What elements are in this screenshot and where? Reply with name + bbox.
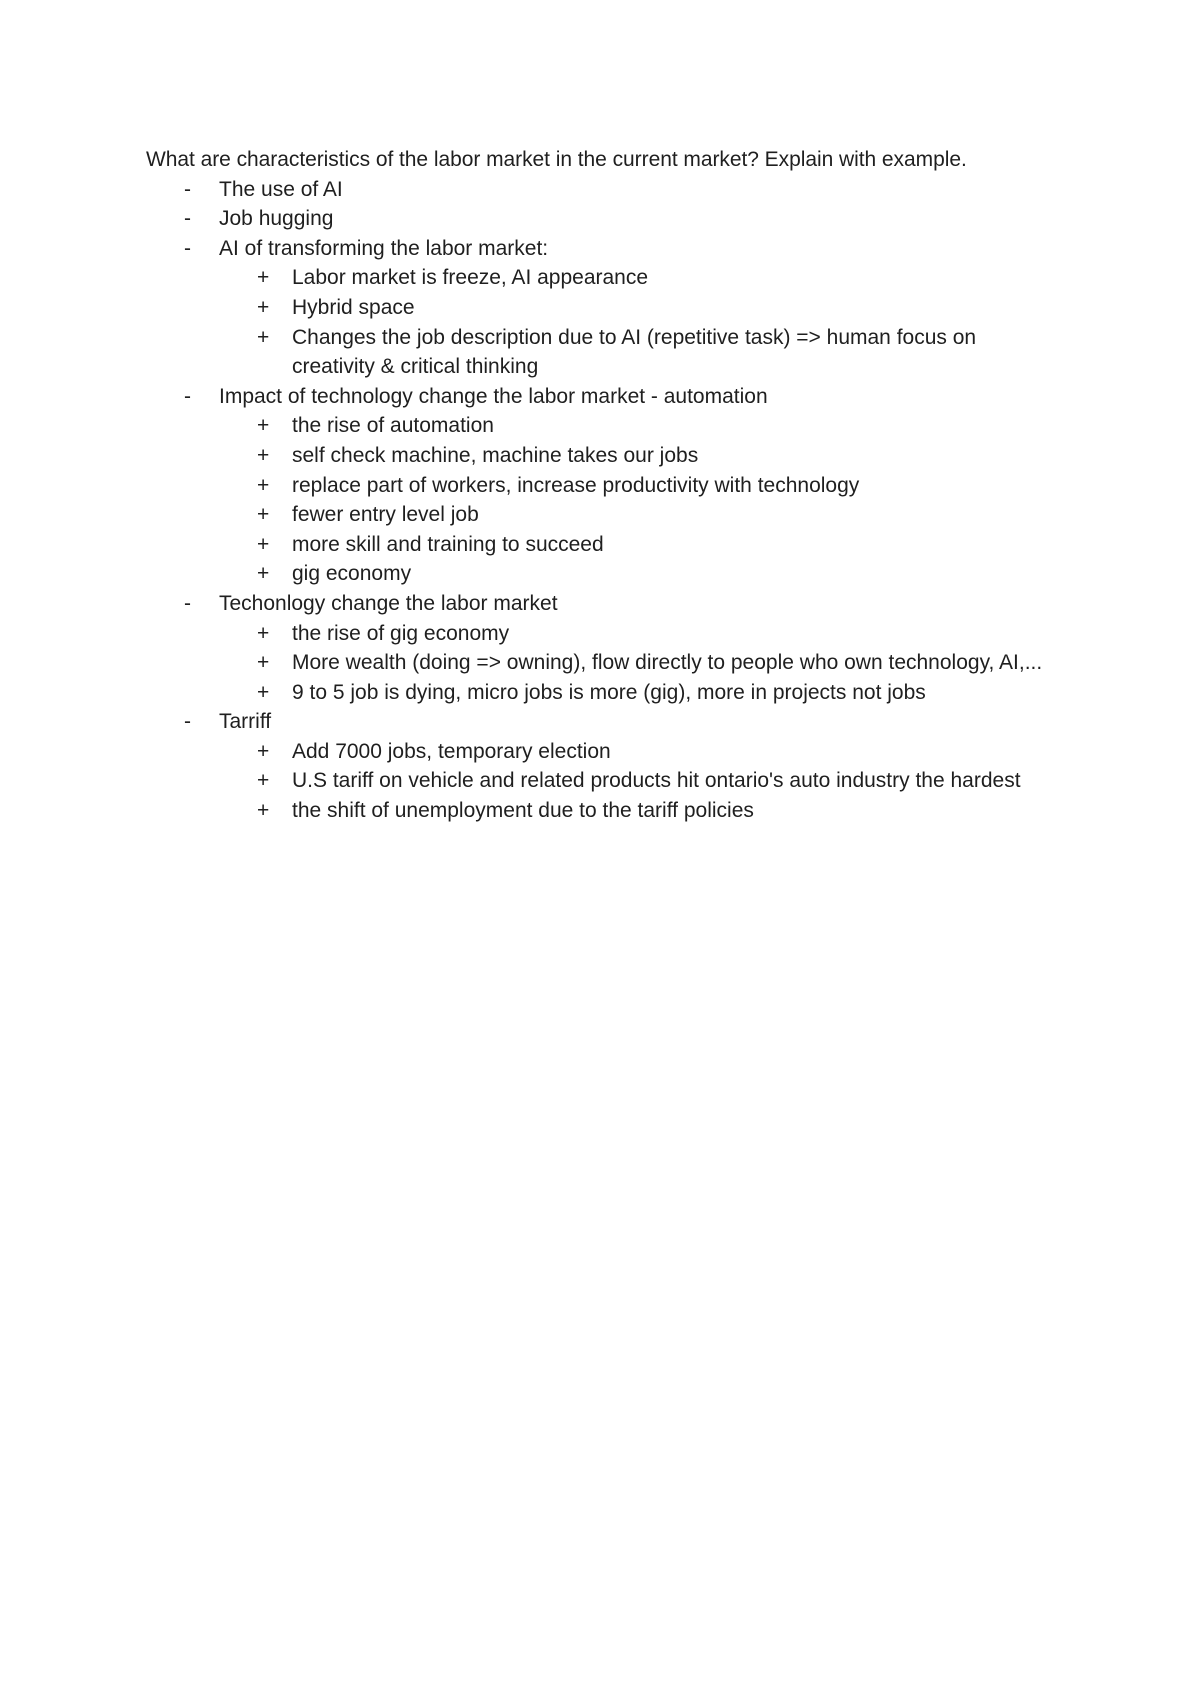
plus-bullet: + — [257, 799, 270, 823]
sub-list-item — [219, 293, 1046, 323]
plus-bullet: + — [257, 325, 270, 349]
sub-list-item-text: Hybrid space — [292, 295, 415, 319]
sub-list-item-text: the rise of gig economy — [292, 621, 510, 645]
plus-bullet: + — [257, 443, 270, 467]
list-item-text: Techonlogy change the labor market — [219, 591, 558, 615]
sub-list-item-text: U.S tariff on vehicle and related products hit ontario's auto industry the hardest — [292, 769, 1021, 793]
sub-list-item-text: the shift of unemployment due to the tariff policies — [292, 799, 754, 823]
plus-bullet: + — [257, 503, 270, 527]
dash-bullet: - — [184, 236, 191, 260]
sub-list-item — [219, 323, 1046, 382]
list-item — [146, 382, 1046, 412]
list-item-text: Job hugging — [219, 207, 334, 231]
sub-list-item — [219, 471, 1046, 501]
sub-list-item — [219, 530, 1046, 560]
plus-bullet: + — [257, 680, 270, 704]
list-item — [146, 589, 1046, 619]
list-item — [146, 204, 1046, 234]
sub-list-item — [219, 678, 1046, 708]
sub-bullet-list — [146, 263, 1046, 381]
sub-list-item — [219, 648, 1046, 678]
list-item-text: AI of transforming the labor market: — [219, 236, 549, 260]
main-bullet-list — [146, 707, 1046, 737]
sub-list-item-text: replace part of workers, increase productivity with technology — [292, 473, 860, 497]
dash-bullet: - — [184, 591, 191, 615]
sub-bullet-list — [146, 619, 1046, 708]
list-item-text: Tarriff — [219, 710, 272, 734]
sub-list-item — [219, 766, 1046, 796]
dash-bullet: - — [184, 177, 191, 201]
sub-list-item-text: self check machine, machine takes our jobs — [292, 443, 699, 467]
sub-list-item-text: the rise of automation — [292, 414, 494, 438]
plus-bullet: + — [257, 414, 270, 438]
dash-bullet: - — [184, 710, 191, 734]
sub-list-item-text: more skill and training to succeed — [292, 532, 604, 556]
sub-list-item — [219, 411, 1046, 441]
sub-list-item — [219, 500, 1046, 530]
list-item-text: Impact of technology change the labor market - automation — [219, 384, 768, 408]
plus-bullet: + — [257, 651, 270, 675]
question-heading: What are characteristics of the labor market in the current market? Explain with example. — [146, 148, 967, 171]
plus-bullet: + — [257, 562, 270, 586]
list-item — [146, 234, 1046, 264]
dash-bullet: - — [184, 384, 191, 408]
sub-list-item — [219, 263, 1046, 293]
sub-list-item-text: Add 7000 jobs, temporary election — [292, 739, 611, 763]
sub-list-item-text: fewer entry level job — [292, 503, 479, 527]
plus-bullet: + — [257, 266, 270, 290]
sub-list-item-text: 9 to 5 job is dying, micro jobs is more (gig), more in projects not jobs — [292, 680, 926, 704]
sub-list-item-text: More wealth (doing => owning), flow directly to people who own technology, AI,... — [292, 651, 1043, 675]
sub-list-item — [219, 796, 1046, 826]
main-bullet-list — [146, 175, 1046, 264]
dash-bullet: - — [184, 207, 191, 231]
plus-bullet: + — [257, 769, 270, 793]
sub-bullet-list — [146, 737, 1046, 826]
sub-list-item — [219, 619, 1046, 649]
sub-list-item — [219, 441, 1046, 471]
list-item — [146, 175, 1046, 205]
sub-list-item — [219, 559, 1046, 589]
plus-bullet: + — [257, 295, 270, 319]
plus-bullet: + — [257, 739, 270, 763]
list-item-text: The use of AI — [219, 177, 343, 201]
sub-list-item-text: Labor market is freeze, AI appearance — [292, 266, 649, 290]
sub-list-item — [219, 737, 1046, 767]
main-bullet-list — [146, 382, 1046, 412]
document-content — [146, 145, 1046, 826]
plus-bullet: + — [257, 532, 270, 556]
plus-bullet: + — [257, 473, 270, 497]
sub-list-item-text: gig economy — [292, 562, 412, 586]
sub-list-item-text: Changes the job description due to AI (repetitive task) => human focus on creativity & critical thinking — [292, 325, 977, 379]
plus-bullet: + — [257, 621, 270, 645]
list-item — [146, 707, 1046, 737]
sub-bullet-list — [146, 411, 1046, 589]
main-bullet-list — [146, 589, 1046, 619]
